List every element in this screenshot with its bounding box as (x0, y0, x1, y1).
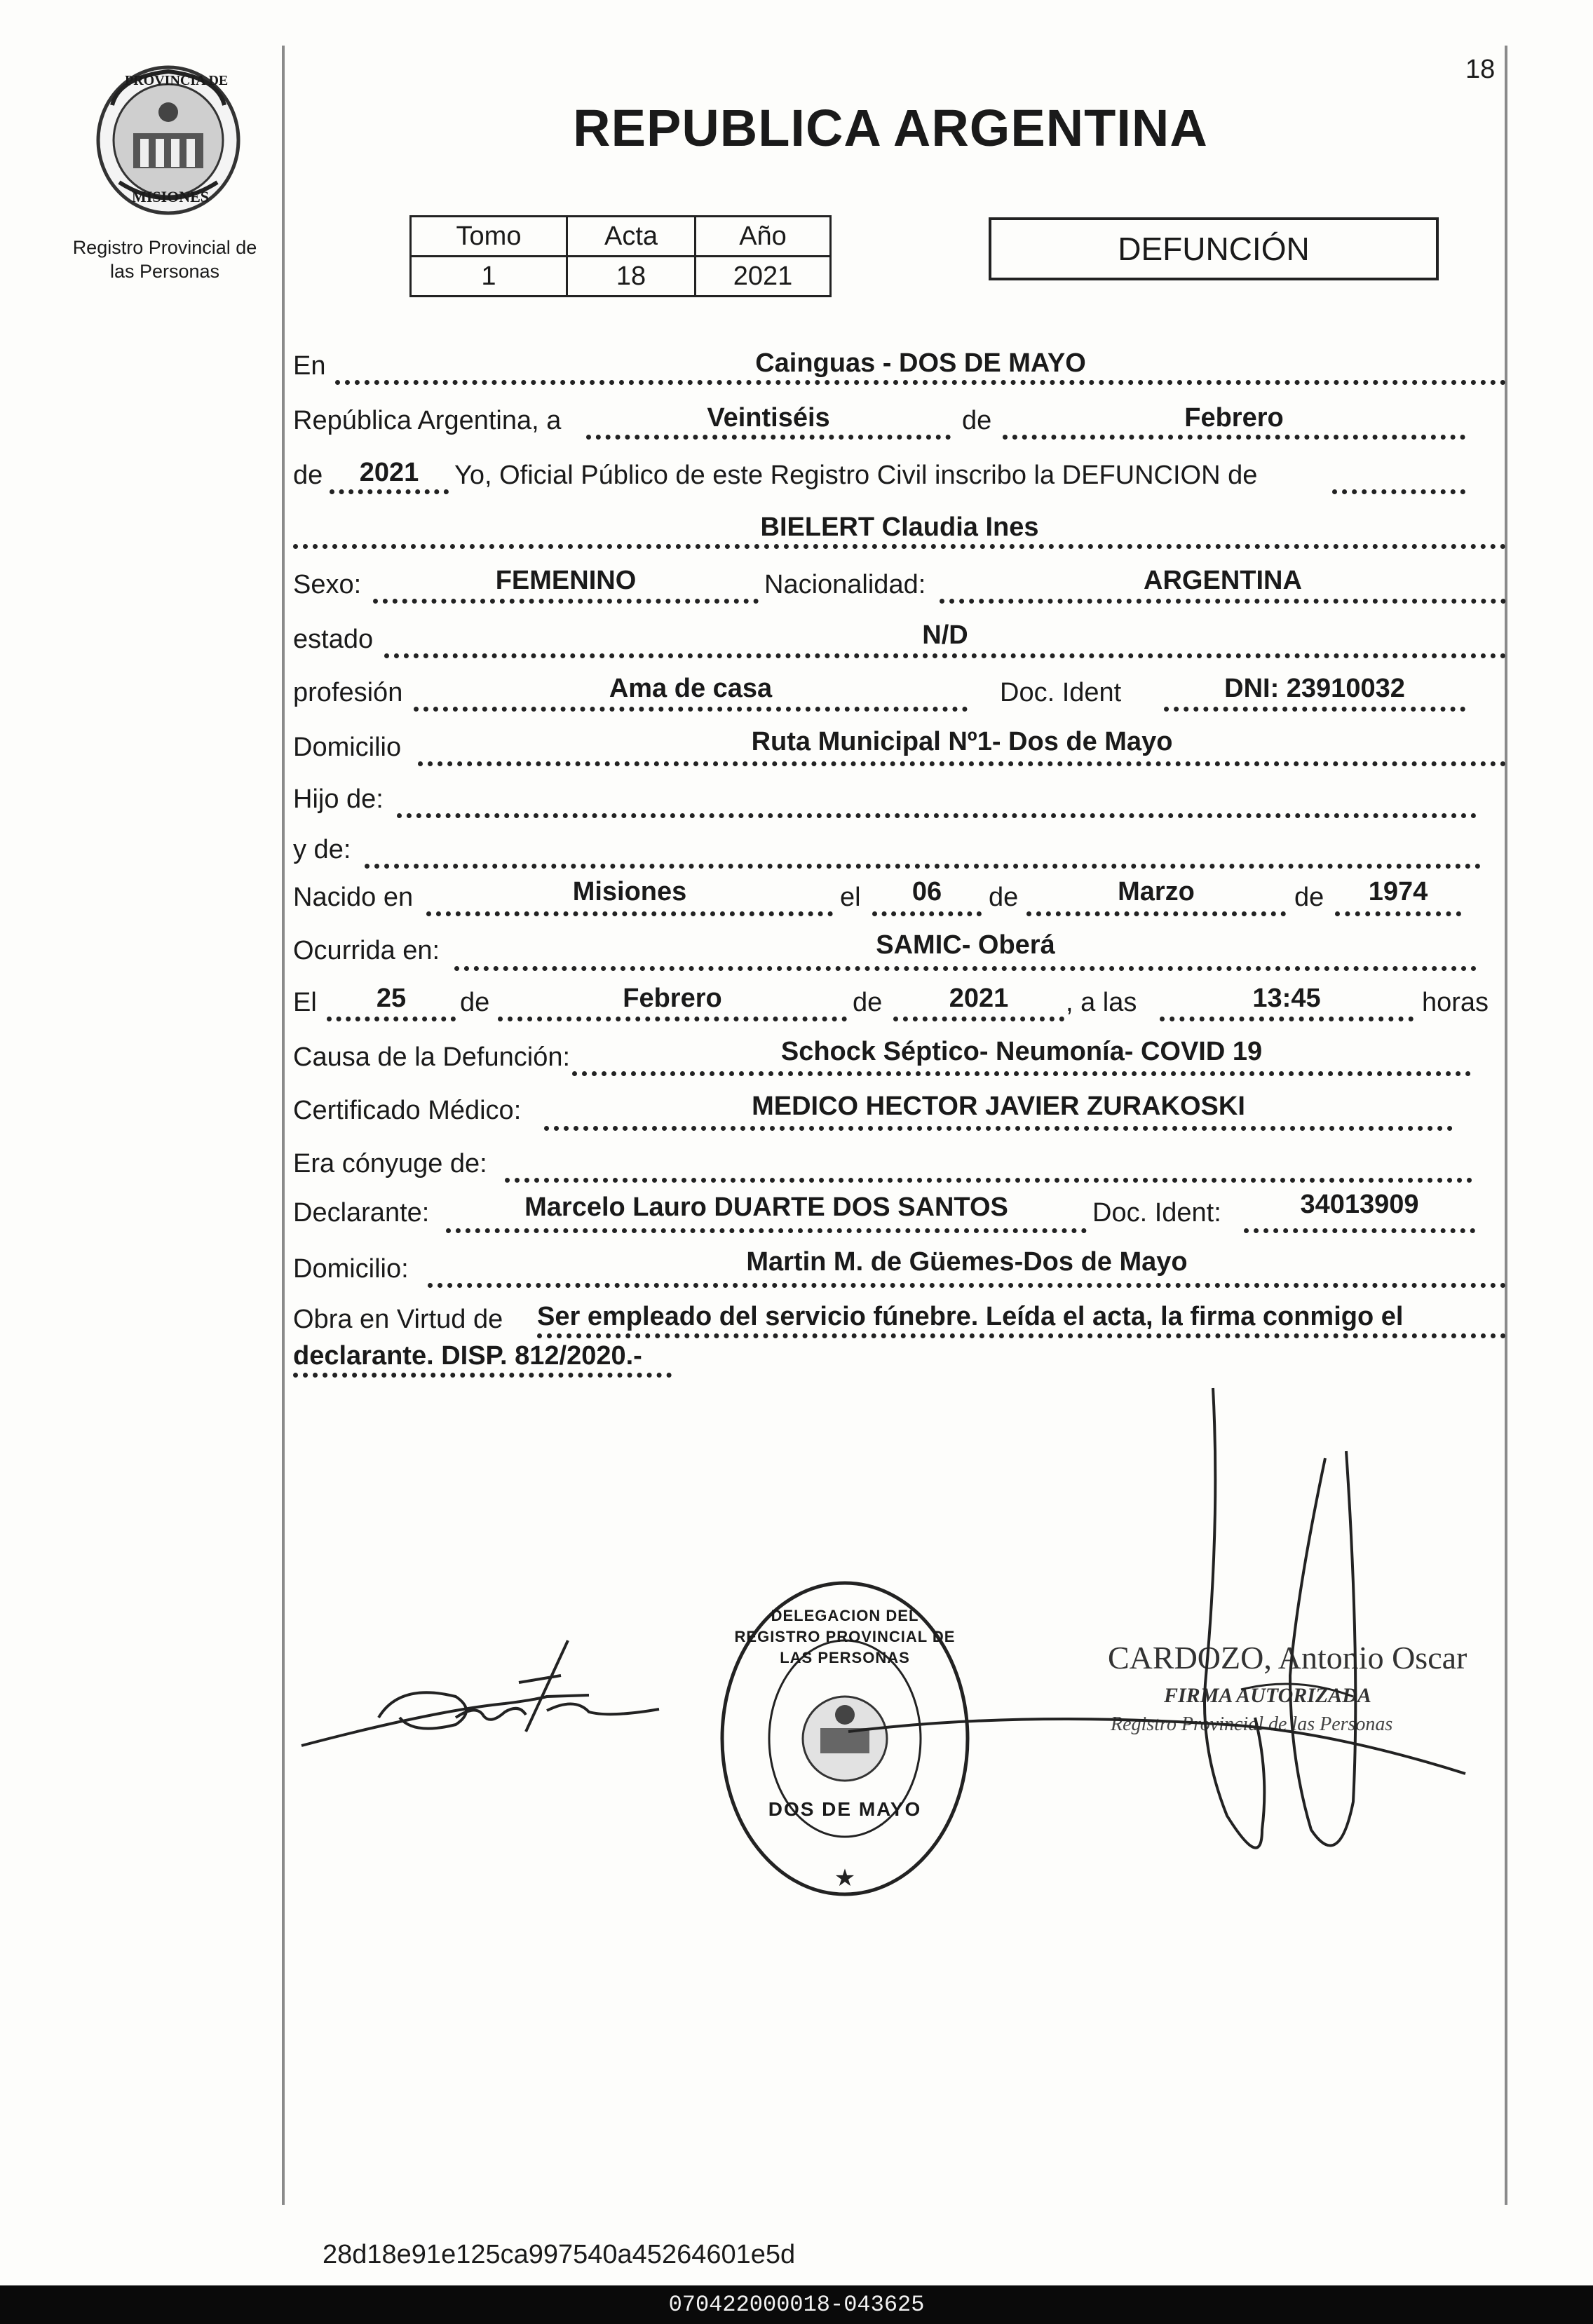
value-mes-inscripcion: Febrero (1184, 403, 1284, 433)
label-horas: horas (1422, 988, 1489, 1017)
dotted-line (1332, 489, 1465, 494)
label-causa: Causa de la Defunción: (293, 1042, 571, 1072)
label-certificado: Certificado Médico: (293, 1096, 522, 1125)
authorized-stamp-name: CARDOZO, Antonio Oscar (1108, 1640, 1467, 1676)
seal-center-text: DOS DE MAYO (768, 1798, 922, 1820)
svg-text:★: ★ (834, 1865, 856, 1891)
value-fallecido: BIELERT Claudia Ines (760, 512, 1039, 542)
dotted-line (397, 813, 1477, 818)
dotted-line (1003, 435, 1465, 440)
value-ocurrida-en: SAMIC- Oberá (876, 930, 1055, 960)
dotted-line (940, 599, 1506, 604)
label-en: En (293, 351, 326, 381)
value-def-mes: Febrero (623, 984, 722, 1013)
dotted-line (1026, 911, 1286, 916)
label-el-cap: El (293, 988, 317, 1017)
value-declarante: Marcelo Lauro DUARTE DOS SANTOS (524, 1192, 1008, 1222)
label-yo-oficial: Yo, Oficial Público de este Registro Civil inscribo la DEFUNCION de (454, 461, 1258, 490)
dotted-line (505, 1178, 1472, 1183)
dotted-line (1164, 707, 1465, 712)
label-estado: estado (293, 625, 374, 654)
value-declarante-domicilio: Martin M. de Güemes-Dos de Mayo (746, 1247, 1188, 1277)
value-lugar: Cainguas - DOS DE MAYO (755, 348, 1086, 378)
logo-text-bottom: MISIONES (132, 188, 210, 205)
label-de: de (1294, 883, 1324, 912)
label-doc-ident2: Doc. Ident: (1092, 1198, 1221, 1228)
value-anio-inscripcion: 2021 (359, 458, 419, 487)
label-conyuge: Era cónyuge de: (293, 1149, 487, 1178)
barcode-strip (0, 2285, 1593, 2324)
document-type-box: DEFUNCIÓN (989, 217, 1439, 280)
document-hash: 28d18e91e125ca997540a45264601e5d (323, 2240, 796, 2269)
dotted-line (293, 1373, 672, 1378)
value-obra-line2: declarante. DISP. 812/2020.- (293, 1341, 642, 1371)
label-nacido-en: Nacido en (293, 883, 414, 912)
dotted-line (872, 911, 982, 916)
label-nacionalidad: Nacionalidad: (764, 570, 926, 599)
dotted-line (428, 1283, 1506, 1288)
dotted-line (373, 599, 759, 604)
issuer-name-line1: Registro Provincial de (72, 237, 257, 258)
dotted-line (454, 966, 1477, 971)
value-documento: DNI: 23910032 (1224, 674, 1405, 703)
label-sexo: Sexo: (293, 570, 362, 599)
label-a-las: , a las (1066, 988, 1137, 1017)
dotted-line (544, 1126, 1453, 1131)
logo-text-top: PROVINCIA DE (125, 73, 229, 88)
dotted-line (335, 380, 1506, 385)
value-nac-anio: 1974 (1368, 877, 1428, 906)
page-title: REPUBLICA ARGENTINA (573, 99, 1208, 157)
header-tomo: Tomo (411, 217, 567, 257)
dotted-line (426, 911, 833, 916)
value-def-hora: 13:45 (1252, 984, 1321, 1013)
header-acta: Acta (567, 217, 696, 257)
value-nacido-en: Misiones (572, 877, 687, 906)
authorized-stamp-role: FIRMA AUTORIZADA (1164, 1684, 1371, 1707)
label-doc-ident: Doc. Ident (1000, 678, 1122, 707)
label-domicilio2: Domicilio: (293, 1254, 409, 1284)
value-obra-line1: Ser empleado del servicio fúnebre. Leída el acta, la firma conmigo el (537, 1302, 1404, 1331)
left-margin-line (282, 46, 285, 2205)
dotted-line (384, 653, 1506, 658)
dotted-line (498, 1017, 847, 1021)
authorized-stamp-office: Registro Provincial de las Personas (1111, 1713, 1393, 1735)
page-number: 18 (1465, 55, 1496, 84)
declarant-signature (294, 1633, 687, 1760)
label-de: de (460, 988, 490, 1017)
value-def-dia: 25 (376, 984, 407, 1013)
label-ocurrida-en: Ocurrida en: (293, 936, 440, 965)
value-certificado: MEDICO HECTOR JAVIER ZURAKOSKI (752, 1092, 1245, 1121)
barcode-text: 070422000018-043625 (668, 2292, 925, 2318)
dotted-line (1160, 1017, 1414, 1021)
dotted-line (327, 1017, 456, 1021)
dotted-line (586, 435, 951, 440)
header-anio: Año (696, 217, 831, 257)
dotted-line (418, 761, 1506, 766)
dotted-line (572, 1071, 1471, 1076)
value-domicilio: Ruta Municipal Nº1- Dos de Mayo (751, 727, 1173, 756)
dotted-line (446, 1228, 1087, 1233)
dotted-line (1335, 911, 1461, 916)
label-republica-a: República Argentina, a (293, 406, 562, 435)
issuer-name-line2: las Personas (109, 261, 220, 282)
dotted-line (293, 544, 1506, 549)
value-dia-inscripcion: Veintiséis (707, 403, 830, 433)
dotted-line (1244, 1228, 1475, 1233)
label-de: de (293, 461, 323, 490)
label-de: de (962, 406, 992, 435)
register-table (409, 215, 832, 297)
label-hijo-de: Hijo de: (293, 784, 384, 814)
value-profesion: Ama de casa (609, 674, 773, 703)
dotted-line (537, 1333, 1506, 1338)
label-el: el (840, 883, 861, 912)
label-profesion: profesión (293, 678, 403, 707)
dotted-line (365, 864, 1481, 869)
official-signature (806, 1381, 1479, 1886)
label-obra-en-virtud: Obra en Virtud de (293, 1305, 503, 1334)
value-nac-mes: Marzo (1118, 877, 1195, 906)
value-sexo: FEMENINO (495, 566, 637, 595)
label-de: de (989, 883, 1019, 912)
value-acta: 18 (567, 257, 696, 297)
label-de: de (853, 988, 883, 1017)
value-estado: N/D (922, 620, 968, 650)
dotted-line (893, 1017, 1064, 1021)
value-nac-dia: 06 (911, 877, 942, 906)
dotted-line (330, 489, 449, 494)
label-domicilio: Domicilio (293, 733, 402, 762)
label-y-de: y de: (293, 835, 351, 864)
value-declarante-doc: 34013909 (1300, 1190, 1419, 1219)
value-anio: 2021 (696, 257, 831, 297)
value-tomo: 1 (411, 257, 567, 297)
value-def-anio: 2021 (949, 984, 1009, 1013)
dotted-line (414, 707, 968, 712)
value-nacionalidad: ARGENTINA (1144, 566, 1302, 595)
label-declarante: Declarante: (293, 1198, 430, 1228)
seal-ring-text: DELEGACION DEL REGISTRO PROVINCIAL DE LAS PERSONAS (734, 1607, 956, 1666)
value-causa: Schock Séptico- Neumonía- COVID 19 (780, 1037, 1263, 1066)
